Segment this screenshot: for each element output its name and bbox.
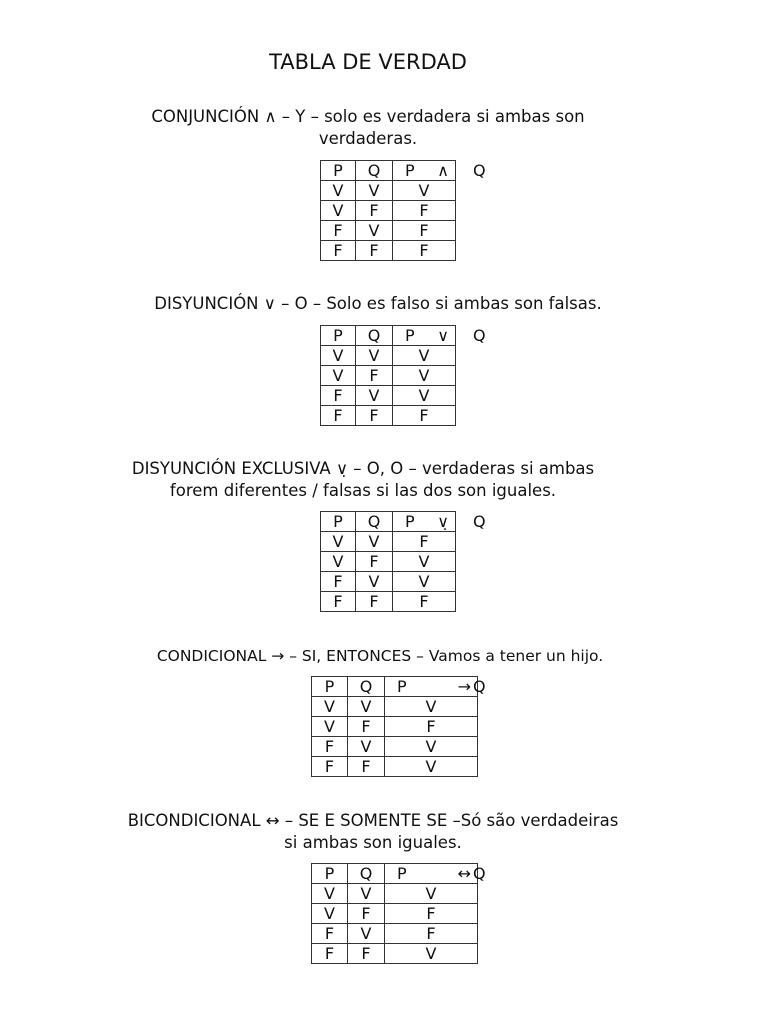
cell-q: F <box>356 552 393 572</box>
table-row <box>321 241 456 261</box>
table-row <box>321 592 456 612</box>
cell-result: V <box>393 572 456 592</box>
header-p: P <box>321 161 356 181</box>
truth-table-condicional <box>311 676 478 777</box>
header-result <box>385 864 478 884</box>
truth-table-disyuncion <box>320 325 456 426</box>
header-result-p: P <box>397 677 407 696</box>
header-q: Q <box>356 326 393 346</box>
cell-q: V <box>348 924 385 944</box>
table-header-row <box>312 677 478 697</box>
table-row <box>321 201 456 221</box>
cell-q: V <box>348 697 385 717</box>
cell-p: V <box>321 366 356 386</box>
cell-p: V <box>312 697 348 717</box>
header-q: Q <box>348 677 385 697</box>
cell-result: V <box>393 346 456 366</box>
cell-result: V <box>385 757 478 777</box>
table-row <box>312 737 478 757</box>
operator-symbol: ↔ <box>457 864 471 883</box>
header-result <box>385 677 478 697</box>
header-result-q: Q <box>473 864 486 883</box>
table-row <box>321 532 456 552</box>
section-heading: CONJUNCIÓN ∧ – Y – solo es verdadera si ambas son verdaderas. <box>151 107 585 148</box>
header-result <box>393 326 456 346</box>
header-result-p: P <box>405 326 415 345</box>
cell-p: F <box>321 241 356 261</box>
cell-p: F <box>321 592 356 612</box>
cell-result: V <box>393 552 456 572</box>
table-row <box>321 366 456 386</box>
cell-q: F <box>356 592 393 612</box>
header-p: P <box>321 326 356 346</box>
cell-result: F <box>385 904 478 924</box>
cell-p: F <box>312 757 348 777</box>
cell-result: V <box>385 944 478 964</box>
cell-p: F <box>321 406 356 426</box>
cell-result: V <box>385 697 478 717</box>
header-result-p: P <box>405 512 415 531</box>
cell-q: F <box>356 201 393 221</box>
header-result-p: P <box>405 161 415 180</box>
cell-q: F <box>356 406 393 426</box>
cell-q: V <box>356 572 393 592</box>
header-result <box>393 161 456 181</box>
cell-q: V <box>356 181 393 201</box>
table-row <box>312 757 478 777</box>
cell-p: F <box>312 944 348 964</box>
header-result-q: Q <box>473 512 486 531</box>
section-condicional <box>0 645 768 667</box>
cell-p: F <box>321 221 356 241</box>
header-p: P <box>312 677 348 697</box>
table-header-row <box>321 326 456 346</box>
cell-p: V <box>312 904 348 924</box>
cell-result: F <box>385 924 478 944</box>
cell-q: V <box>348 737 385 757</box>
cell-result: F <box>393 592 456 612</box>
cell-result: F <box>393 532 456 552</box>
cell-q: F <box>356 241 393 261</box>
table-row <box>312 904 478 924</box>
cell-result: V <box>385 737 478 757</box>
page-title: TABLA DE VERDAD <box>269 50 467 74</box>
cell-q: V <box>356 532 393 552</box>
cell-p: V <box>321 201 356 221</box>
header-p: P <box>312 864 348 884</box>
section-heading: DISYUNCIÓN ∨ – O – Solo es falso si ambas son falsas. <box>154 294 602 313</box>
table-row <box>321 181 456 201</box>
section-heading: BICONDICIONAL ↔ – SE E SOMENTE SE –Só são verdadeiras si ambas son iguales. <box>127 811 619 852</box>
cell-result: F <box>385 717 478 737</box>
operator-symbol: ∧ <box>437 161 449 180</box>
cell-p: V <box>312 717 348 737</box>
cell-p: V <box>321 532 356 552</box>
cell-p: F <box>321 572 356 592</box>
section-disyuncion-exclusiva <box>0 458 768 502</box>
cell-result: V <box>385 884 478 904</box>
operator-symbol: ∨̣ <box>437 512 449 531</box>
header-p: P <box>321 512 356 532</box>
header-result-q: Q <box>473 677 486 696</box>
table-row <box>321 386 456 406</box>
section-bicondicional <box>0 810 768 854</box>
cell-result: F <box>393 406 456 426</box>
table-row <box>321 221 456 241</box>
table-row <box>312 924 478 944</box>
header-result-q: Q <box>473 161 486 180</box>
section-heading: CONDICIONAL → – SI, ENTONCES – Vamos a tener un hijo. <box>156 647 604 665</box>
section-conjuncion <box>0 106 768 150</box>
operator-symbol: ∨ <box>437 326 449 345</box>
cell-p: V <box>321 346 356 366</box>
table-row <box>321 346 456 366</box>
cell-result: F <box>393 221 456 241</box>
table-row <box>321 406 456 426</box>
cell-q: V <box>356 346 393 366</box>
header-q: Q <box>356 512 393 532</box>
header-result-p: P <box>397 864 407 883</box>
truth-table-conjuncion <box>320 160 456 261</box>
table-row <box>312 717 478 737</box>
table-header-row <box>321 512 456 532</box>
header-result <box>393 512 456 532</box>
section-heading: DISYUNCIÓN EXCLUSIVA ∨̣ – O, O – verdaderas si ambas forem diferentes / falsas si las dos son iguales. <box>131 459 595 500</box>
cell-result: V <box>393 386 456 406</box>
truth-table-bicondicional <box>311 863 478 964</box>
table-row <box>312 697 478 717</box>
cell-result: F <box>393 201 456 221</box>
cell-q: F <box>348 944 385 964</box>
cell-p: V <box>312 884 348 904</box>
cell-p: V <box>321 181 356 201</box>
cell-q: V <box>348 884 385 904</box>
cell-q: F <box>356 366 393 386</box>
cell-result: V <box>393 181 456 201</box>
operator-symbol: → <box>457 677 471 696</box>
cell-p: V <box>321 552 356 572</box>
cell-q: V <box>356 221 393 241</box>
cell-q: V <box>356 386 393 406</box>
cell-q: F <box>348 717 385 737</box>
table-header-row <box>312 864 478 884</box>
section-disyuncion <box>0 293 768 315</box>
table-row <box>312 884 478 904</box>
cell-p: F <box>312 737 348 757</box>
table-header-row <box>321 161 456 181</box>
table-row <box>321 552 456 572</box>
cell-q: F <box>348 757 385 777</box>
cell-result: V <box>393 366 456 386</box>
header-result-q: Q <box>473 326 486 345</box>
cell-p: F <box>321 386 356 406</box>
cell-q: F <box>348 904 385 924</box>
truth-table-disyuncion-exclusiva <box>320 511 456 612</box>
cell-result: F <box>393 241 456 261</box>
cell-p: F <box>312 924 348 944</box>
header-q: Q <box>348 864 385 884</box>
table-row <box>312 944 478 964</box>
header-q: Q <box>356 161 393 181</box>
table-row <box>321 572 456 592</box>
